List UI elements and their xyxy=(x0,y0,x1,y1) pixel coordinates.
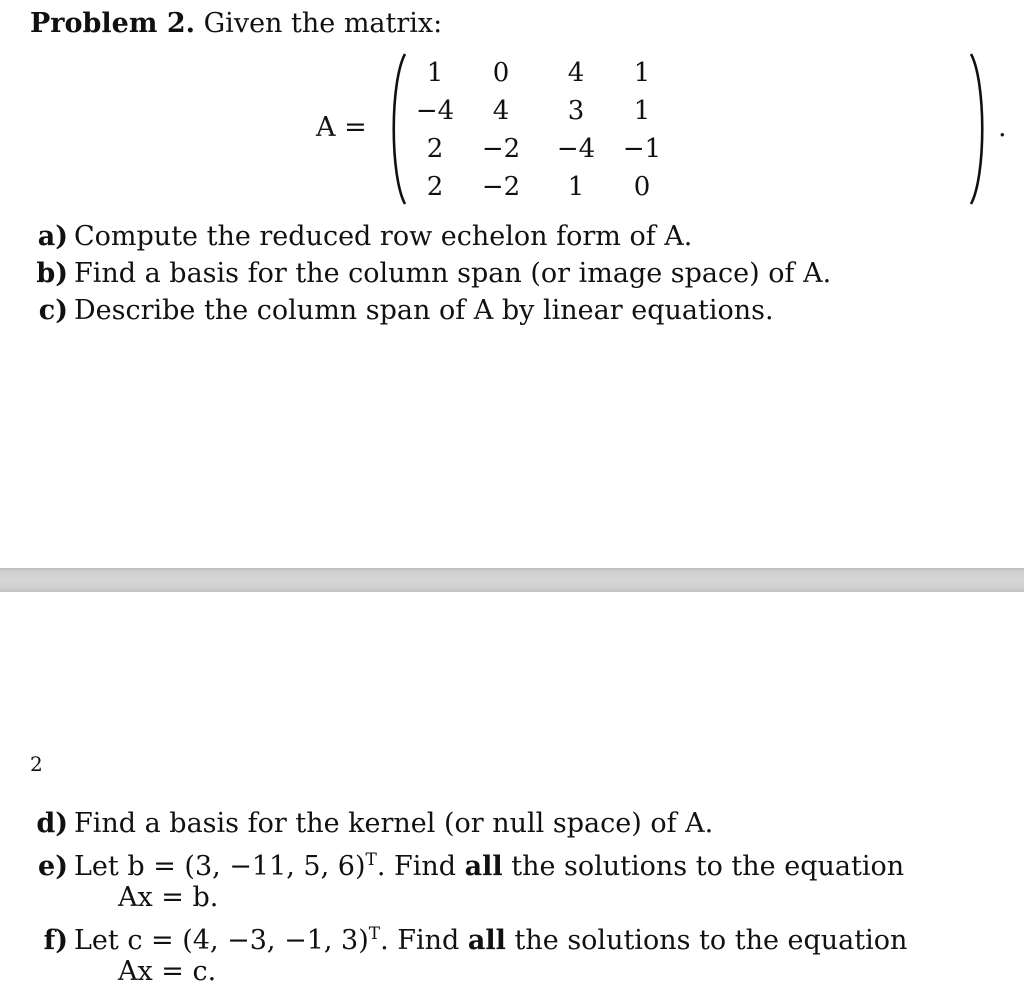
equation-text: Let c = (4, −3, −1, 3) xyxy=(74,925,369,956)
matrix-cell: 3 xyxy=(567,96,585,126)
emphasis-all: all xyxy=(464,851,503,882)
matrix-cell: 1 xyxy=(633,96,651,126)
part-text: Find a basis for the kernel (or null space) of A. xyxy=(74,808,714,839)
part-label: d) xyxy=(36,808,68,839)
matrix-cell: 1 xyxy=(567,172,585,202)
matrix-lhs: A = xyxy=(316,112,367,143)
matrix-cell: 0 xyxy=(633,172,651,202)
part-f xyxy=(24,916,984,990)
part-label: f) xyxy=(43,925,68,956)
part-text-line2: Ax = c. xyxy=(118,956,217,987)
part-e xyxy=(24,842,984,916)
part-c xyxy=(24,292,774,329)
part-d xyxy=(24,805,713,842)
problem-intro: Given the matrix: xyxy=(203,8,443,39)
matrix-grid xyxy=(412,54,676,206)
emphasis-all: all xyxy=(467,925,506,956)
part-label: b) xyxy=(36,258,68,289)
text-segment: the solutions to the equation xyxy=(502,851,905,882)
text-segment: . Find xyxy=(376,851,465,882)
text-segment: . Find xyxy=(380,925,468,956)
matrix-cell: 1 xyxy=(426,58,444,88)
transpose-sup: T xyxy=(368,924,381,944)
page-divider xyxy=(0,568,1024,592)
matrix-cell: −1 xyxy=(622,134,662,164)
matrix-cell: 4 xyxy=(567,58,585,88)
part-text-line1 xyxy=(74,925,907,956)
matrix-cell: 1 xyxy=(633,58,651,88)
part-label: c) xyxy=(38,295,68,326)
matrix-period: . xyxy=(998,112,1007,143)
part-text-line1 xyxy=(74,851,904,882)
left-paren-icon xyxy=(386,52,408,206)
matrix-cell: 0 xyxy=(492,58,510,88)
part-text: Find a basis for the column span (or image space) of A. xyxy=(74,258,832,289)
equation-text: Let b = (3, −11, 5, 6) xyxy=(74,851,366,882)
matrix-cell: −2 xyxy=(481,134,521,164)
problem-heading xyxy=(30,6,442,42)
right-paren-icon xyxy=(968,52,990,206)
page-number: 2 xyxy=(30,752,43,776)
matrix-cell: −2 xyxy=(481,172,521,202)
matrix-cell: 2 xyxy=(426,134,444,164)
text-segment: the solutions to the equation xyxy=(505,925,908,956)
part-a xyxy=(24,218,692,255)
part-text: Compute the reduced row echelon form of A. xyxy=(74,221,693,252)
part-label: a) xyxy=(37,221,68,252)
part-b xyxy=(24,255,831,292)
matrix-cell: 4 xyxy=(492,96,510,126)
matrix-cell: 2 xyxy=(426,172,444,202)
transpose-sup: T xyxy=(365,850,377,870)
part-label: e) xyxy=(38,851,68,882)
part-text-line2: Ax = b. xyxy=(118,882,219,913)
matrix-cell: −4 xyxy=(556,134,596,164)
problem-title: Problem 2. xyxy=(30,8,196,39)
matrix-cell: −4 xyxy=(415,96,455,126)
part-text: Describe the column span of A by linear equations. xyxy=(74,295,774,326)
